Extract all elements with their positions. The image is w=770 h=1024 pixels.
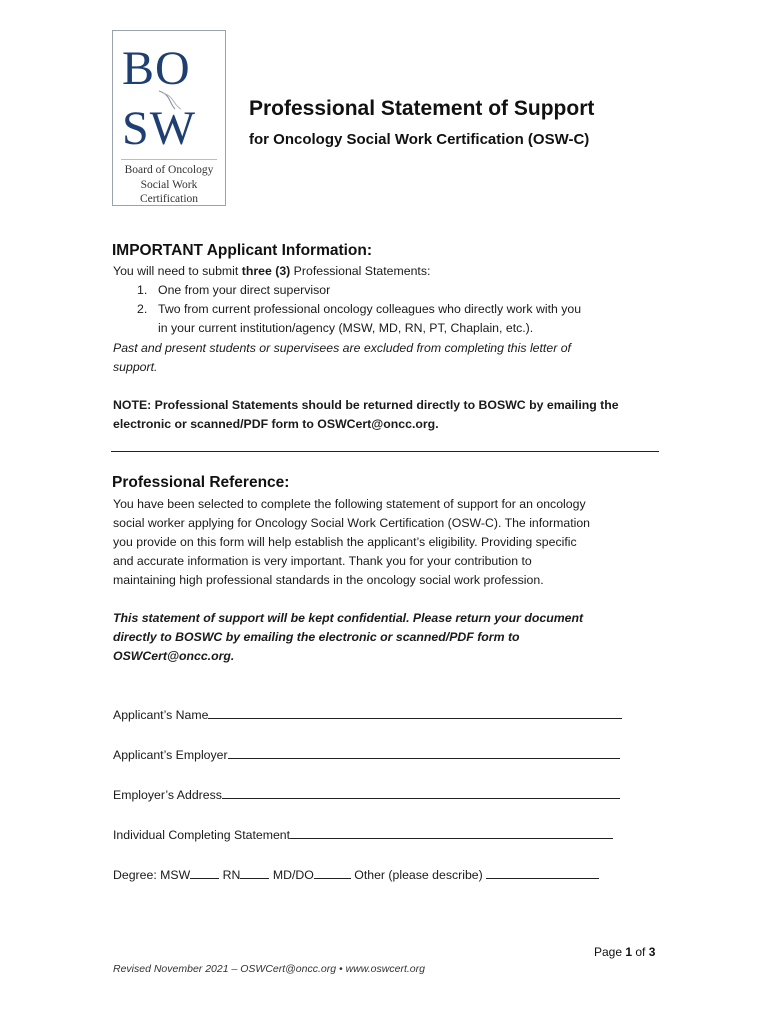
list-item-continued: in your current institution/agency (MSW, MD, RN, PT, Chaplain, etc.). xyxy=(158,321,534,335)
exclusion-note: support. xyxy=(113,360,158,374)
page-title: Professional Statement of Support xyxy=(249,97,595,120)
important-intro xyxy=(113,262,430,281)
page-current: 1 xyxy=(625,945,633,959)
boswc-logo xyxy=(112,30,226,206)
reference-heading: Professional Reference: xyxy=(112,474,290,491)
return-note: NOTE: Professional Statements should be returned directly to BOSWC by emailing the xyxy=(113,398,619,412)
logo-letters-bo: BO xyxy=(122,42,191,95)
footer-revision: Revised November 2021 – OSWCert@oncc.org • www.oswcert.org xyxy=(113,963,425,975)
page-prefix: Page xyxy=(594,945,626,959)
list-item-number: 2. xyxy=(137,302,148,316)
exclusion-note: Past and present students or supervisees are excluded from completing this letter of xyxy=(113,341,571,355)
employer-address-label: Employer’s Address xyxy=(113,788,222,802)
applicant-name-field[interactable] xyxy=(113,705,622,722)
rn-label: RN xyxy=(222,868,241,882)
individual-completing-input[interactable] xyxy=(290,825,613,839)
rn-input[interactable] xyxy=(240,865,269,879)
list-item: Two from current professional oncology colleagues who directly work with you xyxy=(158,302,582,316)
intro-text-end: Professional Statements: xyxy=(290,264,431,278)
page-number xyxy=(594,945,655,959)
logo-caption xyxy=(117,163,221,207)
md-do-label: MD/DO xyxy=(272,868,314,882)
logo-caption-line: Certification xyxy=(139,193,199,205)
important-heading: IMPORTANT Applicant Information: xyxy=(112,242,373,259)
applicant-employer-label: Applicant’s Employer xyxy=(113,748,228,762)
intro-text: You will need to submit xyxy=(113,264,242,278)
applicant-name-input[interactable] xyxy=(208,705,622,719)
return-note: electronic or scanned/PDF form to OSWCert@oncc.org. xyxy=(113,417,439,431)
applicant-employer-input[interactable] xyxy=(228,745,620,759)
other-label: Other (please describe) xyxy=(354,868,483,882)
confidential-note: directly to BOSWC by emailing the electronic or scanned/PDF form to xyxy=(113,630,520,644)
individual-completing-field[interactable] xyxy=(113,825,613,842)
md-do-input[interactable] xyxy=(314,865,351,879)
list-item-number: 1. xyxy=(137,283,148,297)
logo-caption-line: Board of Oncology xyxy=(124,164,214,176)
applicant-employer-field[interactable] xyxy=(113,745,620,762)
msw-input[interactable] xyxy=(190,865,219,879)
reference-paragraph-line: You have been selected to complete the following statement of support for an oncology xyxy=(113,497,586,511)
intro-bold: three (3) xyxy=(241,264,291,278)
reference-paragraph-line: you provide on this form will help establish the applicant’s eligibility. Providing specific xyxy=(113,535,577,549)
page-total: 3 xyxy=(648,945,656,959)
employer-address-field[interactable] xyxy=(113,785,620,802)
reference-paragraph-line: social worker applying for Oncology Social Work Certification (OSW-C). The information xyxy=(113,516,591,530)
confidential-note: This statement of support will be kept confidential. Please return your document xyxy=(113,611,584,625)
individual-completing-label: Individual Completing Statement xyxy=(113,828,291,842)
logo-divider xyxy=(121,159,217,160)
reference-paragraph-line: maintaining high professional standards in the oncology social work profession. xyxy=(113,573,544,587)
employer-address-input[interactable] xyxy=(222,785,620,799)
reference-paragraph-line: and accurate information is very important. Thank you for your contribution to xyxy=(113,554,532,568)
degree-label: Degree: MSW xyxy=(113,868,191,882)
degree-field[interactable] xyxy=(113,865,599,882)
page-subtitle: for Oncology Social Work Certification (OSW-C) xyxy=(249,131,590,148)
confidential-note: OSWCert@oncc.org. xyxy=(113,649,235,663)
page-of: of xyxy=(632,945,649,959)
section-divider xyxy=(111,451,659,452)
applicant-name-label: Applicant’s Name xyxy=(113,708,209,722)
list-item: One from your direct supervisor xyxy=(158,283,331,297)
logo-letters-sw: SW xyxy=(122,102,196,155)
other-input[interactable] xyxy=(486,865,599,879)
logo-caption-line: Social Work xyxy=(140,178,198,191)
